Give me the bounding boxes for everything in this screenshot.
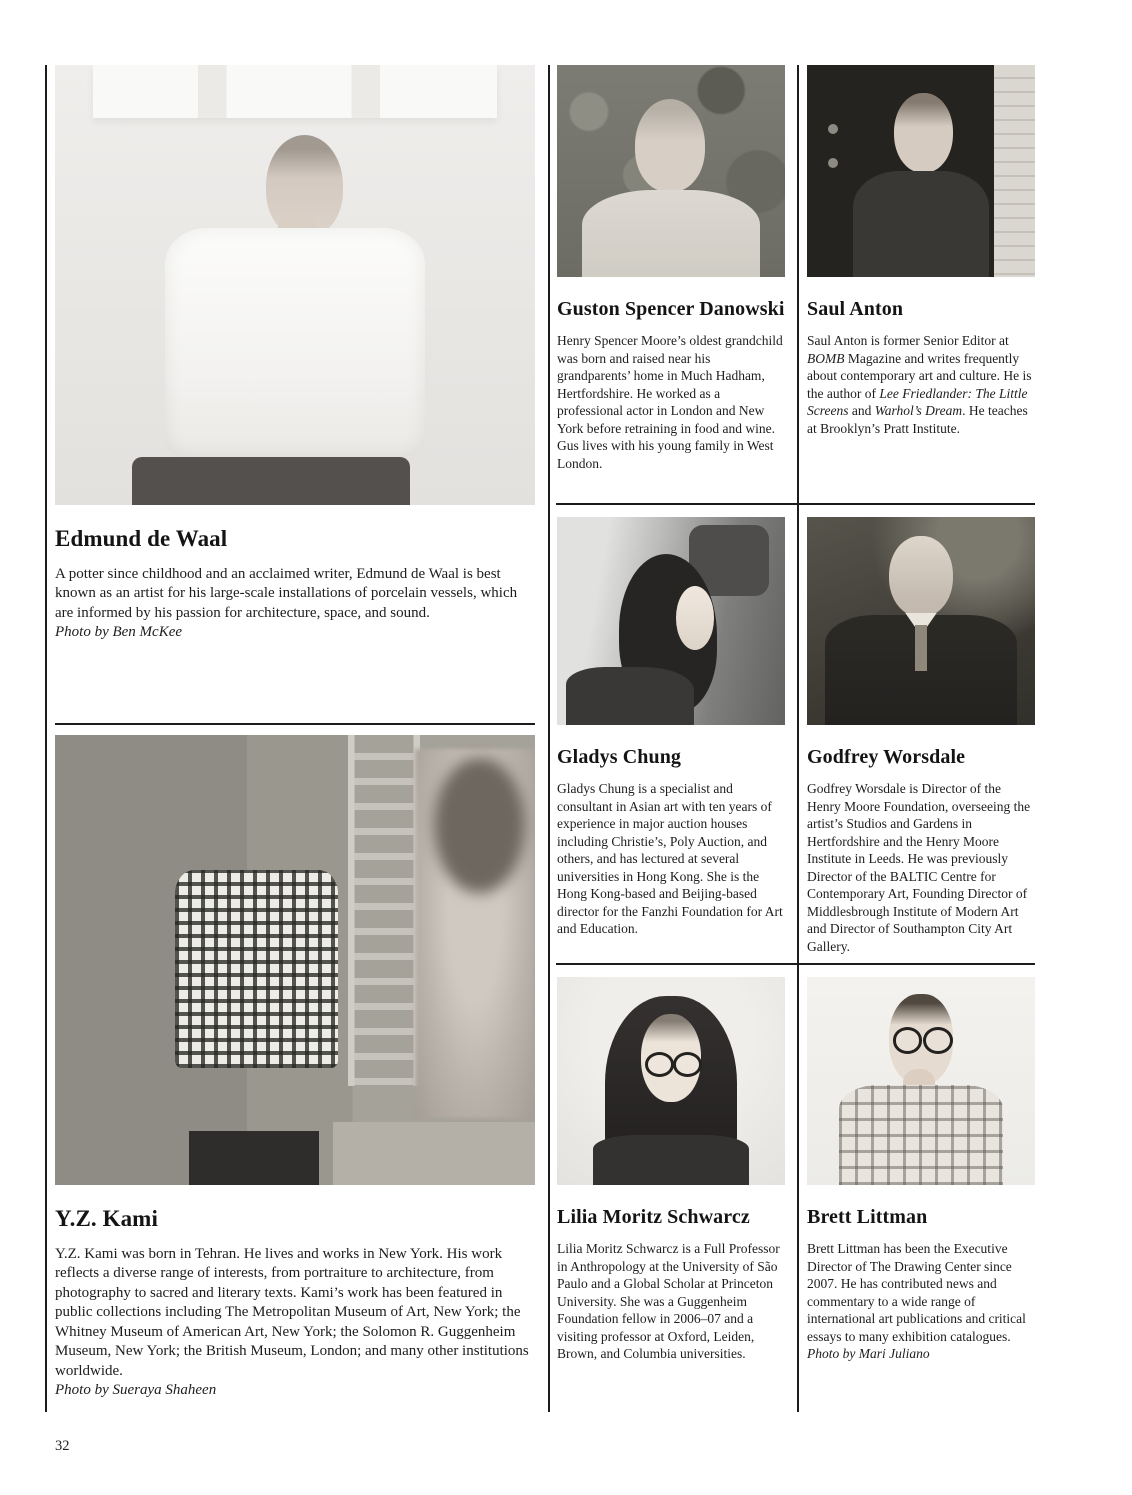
photo-shape (635, 99, 706, 192)
glasses-icon (893, 1027, 923, 1054)
contributor-name: Gladys Chung (557, 746, 682, 768)
contributor-godfrey-worsdale (807, 517, 1035, 955)
photo-shape (839, 1085, 1003, 1185)
contributor-name: Godfrey Worsdale (807, 746, 966, 768)
contributor-name: Saul Anton (807, 298, 904, 320)
portrait-photo-yz-kami (55, 735, 535, 1185)
photo-shape (228, 803, 288, 873)
contributor-bio: Godfrey Worsdale is Director of the Henry Moore Foundation, overseeing the artist’s Studios and Gardens in Hertfordshire and the Henry Moore Institute in Leeds. He was previously Director of the BALTIC Centre for Contemporary Art, Founding Director of Middlesbrough Institute of Modern Art and Director of Southampton City Art Gallery. (807, 781, 1031, 954)
portrait-photo-guston-danowski (557, 65, 785, 277)
photo-shape (175, 870, 338, 1068)
portrait-photo-brett-littman (807, 977, 1035, 1185)
photo-shape (434, 758, 525, 893)
contributor-bio: Y.Z. Kami was born in Tehran. He lives and works in New York. His work reflects a diverse range of interests, from portraiture to architecture, from photography to sacred and literary texts. Kami’s work has been featured in public collections including The Metropolitan Museum of Art, New York; the Whitney Museum of American Art, New York; the Solomon R. Guggenheim Museum, New York; the British Museum, London; and many other institutions worldwide. (55, 1245, 529, 1379)
contributor-name: Guston Spencer Danowski (557, 298, 785, 320)
middle-column (557, 65, 785, 1425)
contributor-edmund-de-waal (55, 65, 535, 643)
portrait-photo-edmund-de-waal (55, 65, 535, 505)
contributor-guston-danowski (557, 65, 785, 472)
photo-shape (132, 457, 410, 505)
contributor-bio: Gladys Chung is a specialist and consultant in Asian art with ten years of experience in major auction houses including Christie’s, Poly Auction, and others, and has lectured at several universities in Hong Kong. She is the Hong Kong-based and Beijing-based director for the Fanzhi Foundation for Art and Education. (557, 781, 783, 937)
portrait-photo-godfrey-worsdale (807, 517, 1035, 725)
contributor-yz-kami (55, 735, 535, 1401)
photo-shape (582, 190, 760, 277)
column-rule-middle (548, 65, 550, 1412)
contributor-name: Brett Littman (807, 1206, 928, 1228)
contributor-name: Edmund de Waal (55, 526, 228, 551)
portrait-photo-saul-anton (807, 65, 1035, 277)
photo-shape (828, 158, 838, 168)
photo-shape (165, 228, 424, 457)
contributor-saul-anton (807, 65, 1035, 437)
column-rule-right (797, 65, 799, 1412)
photo-shape (828, 124, 838, 134)
photo-shape (593, 1135, 748, 1185)
contributor-bio: A potter since childhood and an acclaimed writer, Edmund de Waal is best known as an artist for his large-scale installations of porcelain vessels, which are informed by his passion for architecture, space, and sound. (55, 565, 518, 621)
photo-shape (889, 536, 953, 617)
contributor-bio: Henry Spencer Moore’s oldest grandchild was born and raised near his grandparents’ home in Much Hadham, Hertfordshire. He worked as a professional actor in London and New York before retraining in food and wine. Gus lives with his young family in West London. (557, 333, 783, 471)
photo-shape (333, 1122, 535, 1185)
left-column (55, 65, 535, 1425)
contributor-name: Y.Z. Kami (55, 1206, 158, 1231)
glasses-icon (673, 1052, 702, 1077)
contributor-bio: Brett Littman has been the Executive Director of The Drawing Center since 2007. He has contributed news and commentary to a wide range of international art publications and critical essays to many exhibition catalogues. (807, 1241, 1026, 1344)
page-number: 32 (55, 1438, 70, 1454)
photo-shape (853, 171, 990, 277)
photo-shape (189, 1131, 319, 1185)
contributor-name: Lilia Moritz Schwarcz (557, 1206, 750, 1228)
photo-credit: Photo by Mari Juliano (807, 1346, 930, 1362)
photo-shape (676, 586, 715, 650)
contributor-bio: Lilia Moritz Schwarcz is a Full Professor in Anthropology at the University of São Paulo and a Global Scholar at Princeton University. She was a Guggenheim Foundation fellow in 2006–07 and a visiting professor at Oxford, Leiden, Brown, and Columbia universities. (557, 1241, 780, 1362)
photo-credit: Photo by Ben McKee (55, 624, 183, 641)
portrait-photo-gladys-chung (557, 517, 785, 725)
contributor-brett-littman (807, 977, 1035, 1363)
portrait-photo-lilia-schwarcz (557, 977, 785, 1185)
glasses-icon (645, 1052, 674, 1077)
photo-shape (566, 667, 694, 725)
right-column (807, 65, 1035, 1425)
photo-credit: Photo by Sueraya Shaheen (55, 1382, 217, 1399)
photo-shape (894, 93, 953, 174)
contributor-lilia-schwarcz (557, 977, 785, 1363)
photo-shape (915, 625, 926, 671)
glasses-icon (923, 1027, 953, 1054)
photo-shape (994, 65, 1035, 277)
contributor-gladys-chung (557, 517, 785, 938)
contributor-bio: Saul Anton is former Senior Editor at BOMB Magazine and writes frequently about contemporary art and culture. He is the author of Lee Friedlander: The Little Screens and Warhol’s Dream. He teaches at Brooklyn’s Pratt Institute. (807, 333, 1032, 436)
photo-shape (348, 735, 420, 1086)
photo-shape (93, 65, 496, 118)
column-rule-left (45, 65, 47, 1412)
